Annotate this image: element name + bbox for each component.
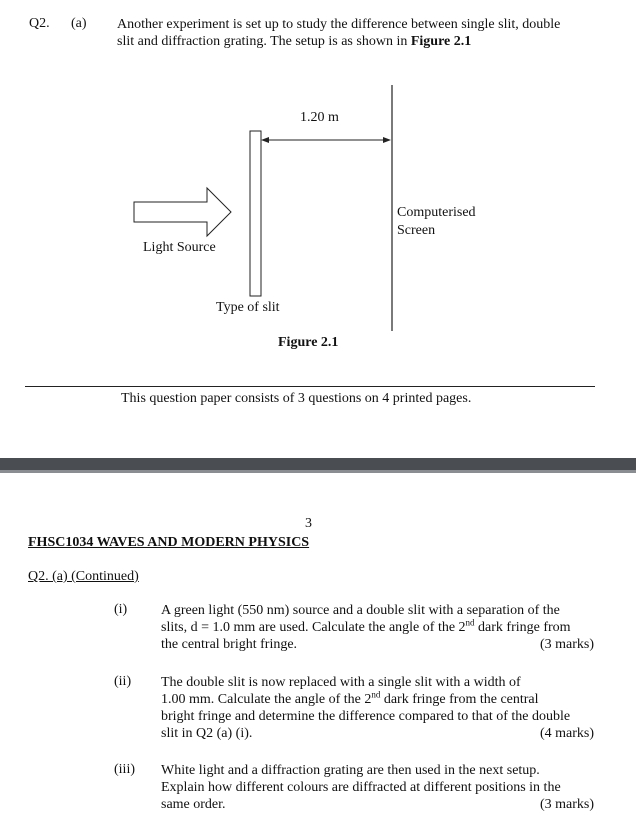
screen-label [397,204,476,240]
marks-label: (3 marks) [539,637,594,652]
intro-line-2-text: slit and diffraction grating. The setup is as shown in [117,34,411,49]
continued-label: Q2. (a) (Continued) [28,569,139,584]
distance-arrow-right-head [383,137,391,143]
distance-arrow-left-head [261,137,269,143]
text-line: The double slit is now replaced with a single slit with a width of [161,675,521,690]
sub-question-number: (iii) [114,762,135,777]
distance-label: 1.20 m [300,110,339,125]
page-2 [0,473,636,816]
course-header: FHSC1034 WAVES AND MODERN PHYSICS [28,535,310,550]
text-line: White light and a diffraction grating are then used in the next setup. [161,763,540,778]
screen-label-line-2: Screen [397,223,436,238]
sub-question-number: (ii) [114,674,132,689]
sub-question-number: (i) [114,602,128,617]
text-line-content: same order. [161,797,226,812]
page-number: 3 [305,516,312,531]
light-source-label: Light Source [143,240,216,255]
text-line: 1.00 mm. Calculate the angle of the 2nd dark fringe from the central [161,689,539,707]
text-line-content: the central bright fringe. [161,637,298,652]
text-line [161,725,594,742]
slit-type-label: Type of slit [216,300,280,315]
text-line: bright fringe and determine the difference compared to that of the double [161,709,571,724]
question-number: Q2. [29,16,50,31]
text-line: A green light (550 nm) source and a double slit with a separation of the [161,603,560,618]
intro-line-1: Another experiment is set up to study the difference between single slit, double [117,17,561,32]
screen-label-line-1: Computerised [397,205,476,220]
page-separator [0,458,636,470]
text-line: slits, d = 1.0 mm are used. Calculate the angle of the 2nd dark fringe from [161,617,571,635]
footer-note: This question paper consists of 3 questions on 4 printed pages. [121,391,472,406]
figure-reference: Figure 2.1 [410,34,472,49]
footer-divider [25,386,595,387]
light-source-arrow [134,188,231,236]
figure-2-1-diagram [0,0,636,360]
question-part: (a) [71,16,87,31]
text-line-content: slit in Q2 (a) (i). [161,726,253,741]
slit-plate [250,131,261,296]
text-line [161,636,594,653]
sub-question-text [161,762,594,813]
marks-label: (3 marks) [539,797,594,812]
figure-caption: Figure 2.1 [278,335,339,350]
sub-question-text [161,602,594,653]
sub-question-text [161,674,594,742]
text-line: Explain how different colours are diffracted at different positions in the [161,780,561,795]
marks-label: (4 marks) [539,726,594,741]
text-line [161,796,594,813]
